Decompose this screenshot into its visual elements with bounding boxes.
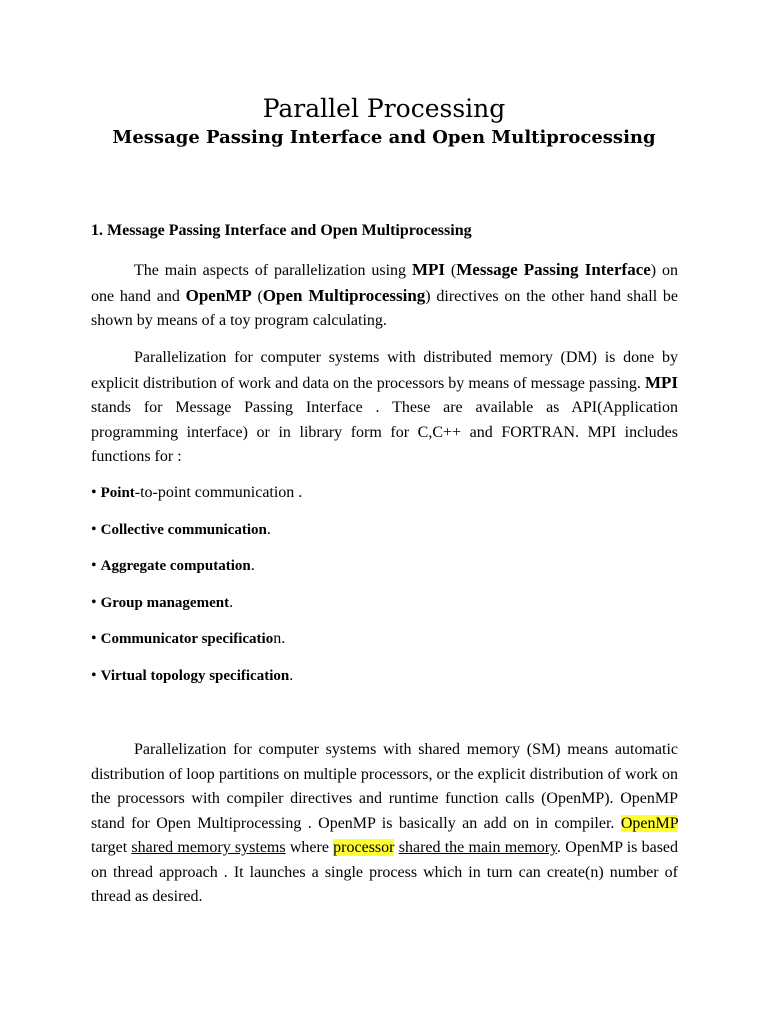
document-subtitle: Message Passing Interface and Open Multiprocessing bbox=[112, 127, 656, 148]
text-run: ( bbox=[445, 262, 457, 279]
list-item-rest: n. bbox=[273, 630, 286, 648]
highlighted-openmp: OpenMP bbox=[620, 814, 678, 832]
text-run: The main aspects of parallelization using bbox=[134, 262, 412, 279]
bullet-marker: • bbox=[91, 630, 101, 648]
list-item-rest: . bbox=[266, 520, 271, 538]
list-item-bold: Virtual topology specification bbox=[100, 667, 290, 684]
underlined-shared-memory-systems: shared memory systems bbox=[131, 839, 286, 856]
bullet-marker: • bbox=[91, 484, 101, 501]
text-run: ) directives on the other hand shall be shown by means of a toy program calculating. bbox=[91, 287, 678, 329]
text-run: ) on one hand and bbox=[91, 262, 679, 305]
list-item bbox=[91, 591, 302, 628]
paragraph-distributed-memory bbox=[91, 346, 678, 470]
paragraph-intro bbox=[91, 258, 678, 334]
list-item bbox=[91, 518, 302, 555]
text-run: target bbox=[91, 839, 132, 856]
text-run: Parallelization for computer systems with shared memory (SM) means automatic distribution of loop partitions on multiple processors, or the explicit distribution of work on the processors with compiler directives and runtime function calls (OpenMP). OpenMP stand for Open Multiprocessing . OpenMP is basically an add on in compiler. bbox=[91, 741, 678, 832]
text-run: stands for Message Passing Interface . These are available as API(Application programming interface) or in library form for C,C++ and FORTRAN. MPI includes functions for : bbox=[91, 399, 678, 465]
bold-term-openmp: OpenMP bbox=[185, 285, 252, 305]
list-item-rest: . bbox=[250, 557, 255, 575]
list-item-bold: Communicator specificatio bbox=[100, 631, 274, 648]
bullet-marker: • bbox=[91, 593, 101, 611]
bold-term-mpi: MPI bbox=[411, 260, 446, 279]
list-item-bold: Collective communication bbox=[100, 521, 267, 538]
bullet-marker: • bbox=[91, 666, 101, 684]
list-item bbox=[91, 627, 302, 664]
list-item-rest: -to-point communication . bbox=[134, 484, 303, 501]
list-item-bold: Group management bbox=[100, 594, 230, 611]
list-item-rest: . bbox=[289, 666, 294, 684]
paragraph-shared-memory bbox=[91, 738, 678, 910]
text-run: . OpenMP is based on thread approach . It launches a single process which in turn can create(n) number of thread as desired. bbox=[91, 839, 679, 905]
list-item bbox=[91, 664, 302, 701]
list-item bbox=[91, 481, 302, 518]
bold-term-mpi: MPI bbox=[644, 372, 678, 392]
underlined-shared-main-memory: shared the main memory bbox=[398, 839, 558, 856]
bullet-marker: • bbox=[91, 520, 101, 538]
mpi-function-list bbox=[91, 481, 302, 701]
bold-term-openmp-full: Open Multiprocessing bbox=[262, 285, 426, 305]
highlighted-processor: processor bbox=[333, 839, 395, 856]
bold-term-mpi-full: Message Passing Interface bbox=[456, 260, 651, 279]
bullet-marker: • bbox=[91, 557, 101, 575]
text-run: where bbox=[285, 839, 334, 856]
text-run: Parallelization for computer systems with distributed memory (DM) is done by explicit distribution of work and data on the processors by means of message passing. bbox=[91, 349, 678, 392]
list-item bbox=[91, 554, 302, 591]
list-item-bold: Point bbox=[100, 485, 135, 501]
document-title: Parallel Processing bbox=[262, 94, 506, 123]
section-heading: 1. Message Passing Interface and Open Multiprocessing bbox=[91, 222, 472, 239]
list-item-rest: . bbox=[229, 593, 234, 611]
list-item-bold: Aggregate computation bbox=[100, 558, 251, 575]
text-run: ( bbox=[251, 287, 263, 305]
